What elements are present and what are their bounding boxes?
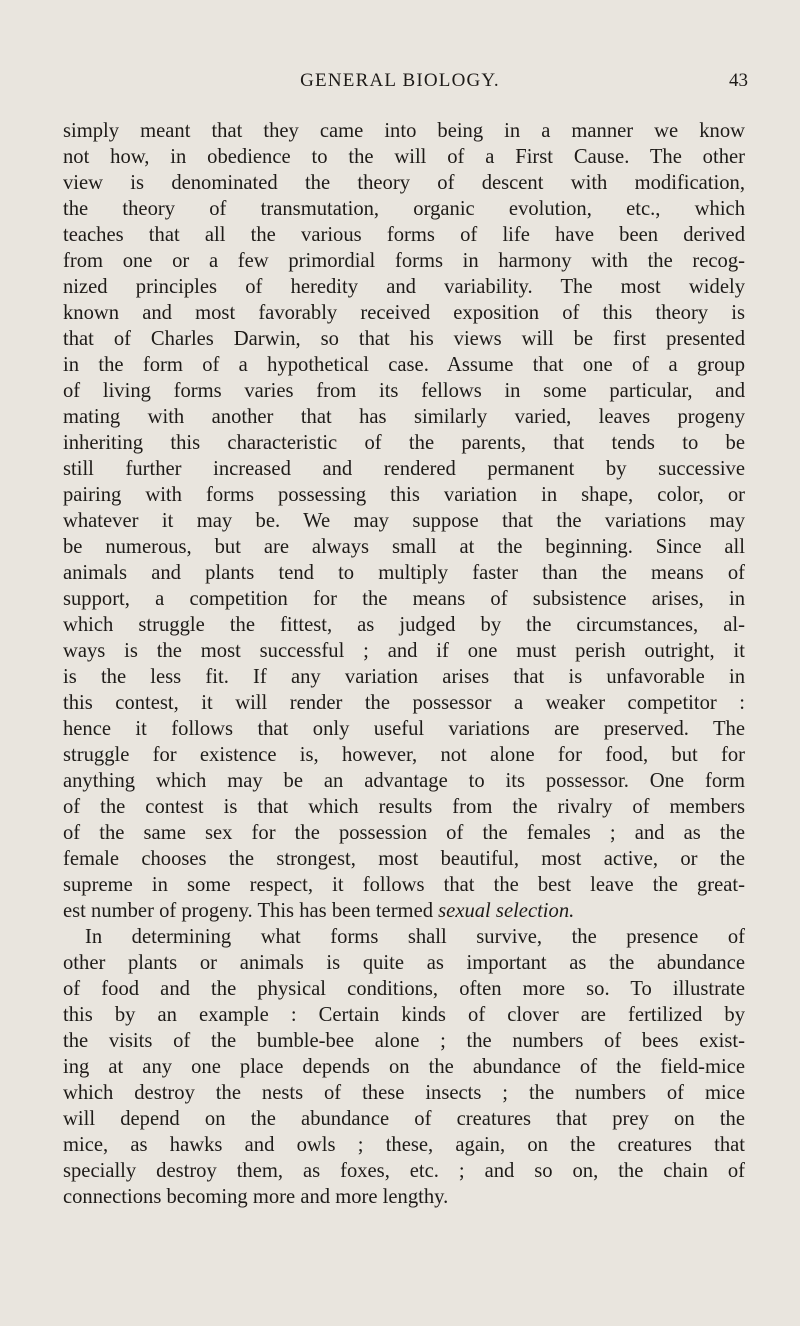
text-line: animals and plants tend to multiply faster than the means of bbox=[63, 562, 745, 584]
page-number: 43 bbox=[729, 70, 748, 91]
text-line: of the contest is that which results from the rivalry of members bbox=[63, 796, 745, 818]
text-line: of living forms varies from its fellows in some particular, and bbox=[63, 380, 745, 402]
text-line: this contest, it will render the possessor a weaker competitor : bbox=[63, 692, 745, 714]
running-title: GENERAL BIOLOGY. bbox=[300, 70, 500, 91]
text-line: this by an example : Certain kinds of clover are fertilized by bbox=[63, 1004, 745, 1026]
text-line: ways is the most successful ; and if one must perish outright, it bbox=[63, 640, 745, 662]
text-line: in the form of a hypothetical case. Assume that one of a group bbox=[63, 354, 745, 376]
text-line: the theory of transmutation, organic evolution, etc., which bbox=[63, 198, 745, 220]
text-line: known and most favorably received exposition of this theory is bbox=[63, 302, 745, 324]
text-line: supreme in some respect, it follows that the best leave the great- bbox=[63, 874, 745, 896]
text-line: anything which may be an advantage to its possessor. One form bbox=[63, 770, 745, 792]
text-line: which destroy the nests of these insects ; the numbers of mice bbox=[63, 1082, 745, 1104]
text-line: whatever it may be. We may suppose that the variations may bbox=[63, 510, 745, 532]
body-text bbox=[63, 118, 745, 1210]
text-line: that of Charles Darwin, so that his views will be first presented bbox=[63, 328, 745, 350]
text-line-lead: est number of progeny. This has been termed bbox=[63, 900, 434, 922]
emphasized-term: sexual selection. bbox=[438, 900, 575, 922]
text-line: of the same sex for the possession of the females ; and as the bbox=[63, 822, 745, 844]
text-line: will depend on the abundance of creatures that prey on the bbox=[63, 1108, 745, 1130]
text-line: support, a competition for the means of subsistence arises, in bbox=[63, 588, 745, 610]
running-head bbox=[0, 70, 800, 100]
text-line-with-emphasis bbox=[63, 898, 745, 924]
text-line: female chooses the strongest, most beautiful, most active, or the bbox=[63, 848, 745, 870]
text-line: from one or a few primordial forms in harmony with the recog- bbox=[63, 250, 745, 272]
text-line: mice, as hawks and owls ; these, again, on the creatures that bbox=[63, 1134, 745, 1156]
text-line: inheriting this characteristic of the parents, that tends to be bbox=[63, 432, 745, 454]
text-line: teaches that all the various forms of life have been derived bbox=[63, 224, 745, 246]
text-line: nized principles of heredity and variability. The most widely bbox=[63, 276, 745, 298]
paragraph-start-line: In determining what forms shall survive, the presence of bbox=[85, 926, 745, 948]
text-line: connections becoming more and more lengthy. bbox=[63, 1186, 449, 1208]
text-line: of food and the physical conditions, often more so. To illustrate bbox=[63, 978, 745, 1000]
text-line: is the less fit. If any variation arises that is unfavorable in bbox=[63, 666, 745, 688]
text-line: struggle for existence is, however, not alone for food, but for bbox=[63, 744, 745, 766]
text-line: mating with another that has similarly varied, leaves progeny bbox=[63, 406, 745, 428]
text-line: hence it follows that only useful variations are preserved. The bbox=[63, 718, 745, 740]
text-line: still further increased and rendered permanent by successive bbox=[63, 458, 745, 480]
text-line: view is denominated the theory of descent with modification, bbox=[63, 172, 745, 194]
text-line: ing at any one place depends on the abundance of the field-mice bbox=[63, 1056, 745, 1078]
text-line: specially destroy them, as foxes, etc. ; and so on, the chain of bbox=[63, 1160, 745, 1182]
text-line: the visits of the bumble-bee alone ; the numbers of bees exist- bbox=[63, 1030, 745, 1052]
text-line: which struggle the fittest, as judged by the circumstances, al- bbox=[63, 614, 745, 636]
text-line: simply meant that they came into being in a manner we know bbox=[63, 120, 745, 142]
text-line: other plants or animals is quite as important as the abundance bbox=[63, 952, 745, 974]
text-line: pairing with forms possessing this variation in shape, color, or bbox=[63, 484, 745, 506]
text-line: be numerous, but are always small at the beginning. Since all bbox=[63, 536, 745, 558]
text-line: not how, in obedience to the will of a First Cause. The other bbox=[63, 146, 745, 168]
